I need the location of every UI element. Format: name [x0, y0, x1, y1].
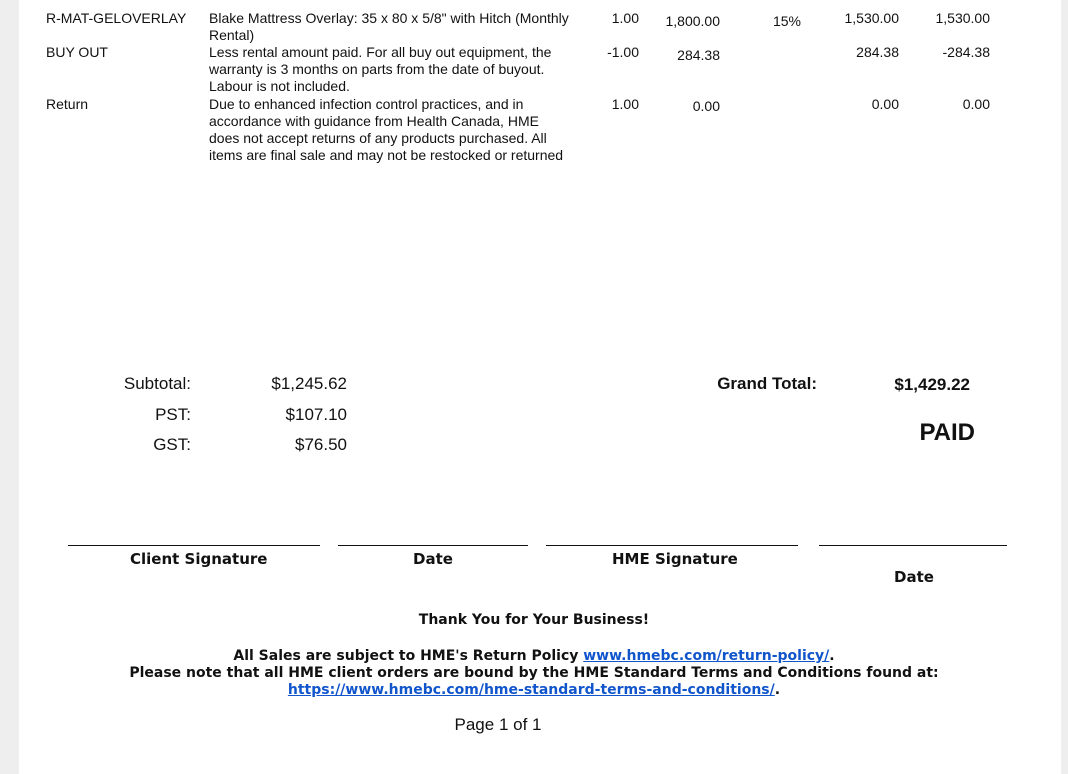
item-discount: 15%	[772, 13, 801, 29]
pst-label: PST:	[155, 405, 191, 424]
date-line	[819, 545, 1007, 546]
client-signature-line	[68, 545, 320, 546]
date-label: Date	[413, 550, 453, 568]
paid-status: PAID	[919, 419, 975, 446]
item-total: 1,530.00	[935, 10, 990, 26]
pst-value: $107.10	[285, 405, 347, 424]
return-policy-line	[0, 648, 1068, 664]
item-net: 1,530.00	[844, 10, 899, 26]
page-number: Page 1 of 1	[454, 715, 542, 734]
terms-link-line	[0, 682, 1068, 698]
period: .	[774, 682, 781, 698]
item-description: Due to enhanced infection control practices, and in accordance with guidance from Health Canada, HME does not accept returns of any products purchased. All items are final sale and may not be restocked or returned	[209, 96, 564, 163]
item-total: -284.38	[942, 44, 990, 60]
item-net: 0.00	[871, 96, 899, 112]
subtotal-label: Subtotal:	[123, 374, 191, 393]
client-signature-label: Client Signature	[130, 550, 268, 568]
grand-total-label: Grand Total:	[717, 374, 817, 393]
item-price: 0.00	[692, 98, 720, 114]
terms-link[interactable]: https://www.hmebc.com/hme-standard-terms-and-conditions/	[287, 682, 775, 698]
item-description: Blake Mattress Overlay: 35 x 80 x 5/8" with Hitch (Monthly Rental)	[209, 10, 569, 43]
item-code: BUY OUT	[46, 44, 108, 60]
item-code: Return	[46, 96, 89, 112]
item-price: 284.38	[677, 47, 720, 63]
grand-total-value: $1,429.22	[894, 375, 970, 394]
hme-signature-label: HME Signature	[612, 550, 738, 568]
item-code: R-MAT-GELOVERLAY	[46, 10, 187, 26]
item-qty: 1.00	[611, 10, 639, 26]
date-label: Date	[894, 568, 934, 586]
gst-value: $76.50	[295, 435, 347, 454]
thank-you-message: Thank You for Your Business!	[418, 612, 650, 628]
period: .	[829, 648, 835, 664]
gst-label: GST:	[153, 435, 191, 454]
subtotal-value: $1,245.62	[271, 374, 347, 393]
item-qty: -1.00	[607, 44, 639, 60]
return-policy-text: All Sales are subject to HME's Return Policy	[233, 648, 584, 664]
hme-signature-line	[546, 545, 798, 546]
item-total: 0.00	[962, 96, 990, 112]
item-net: 284.38	[856, 44, 899, 60]
item-price: 1,800.00	[665, 13, 720, 29]
item-qty: 1.00	[611, 96, 639, 112]
return-policy-link[interactable]: www.hmebc.com/return-policy/	[583, 648, 830, 664]
terms-text: Please note that all HME client orders are bound by the HME Standard Terms and Conditions found at:	[129, 665, 939, 681]
item-description: Less rental amount paid. For all buy out equipment, the warranty is 3 months on parts from the date of buyout. Labour is not included.	[209, 44, 552, 94]
date-line	[338, 545, 528, 546]
